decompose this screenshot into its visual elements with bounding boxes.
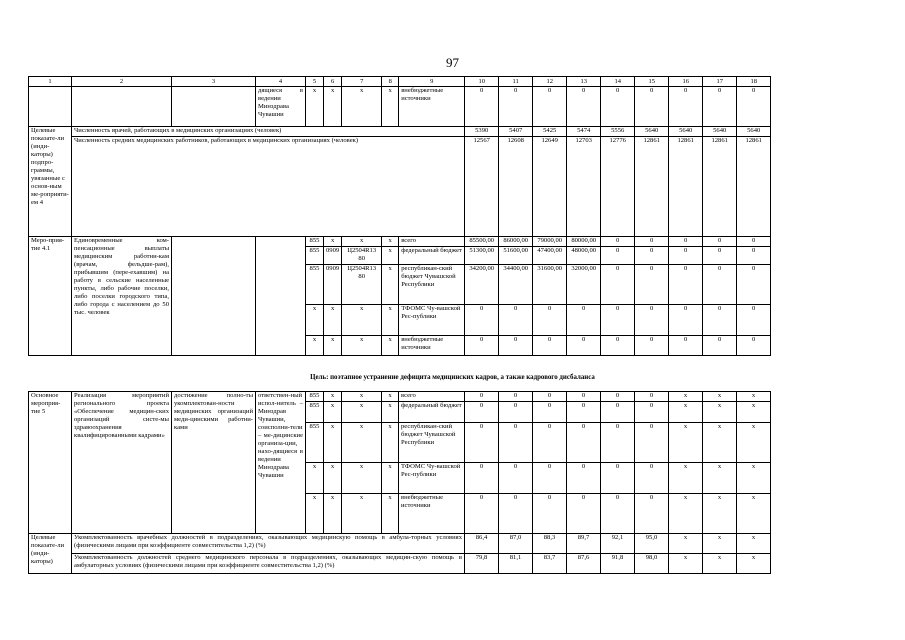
value-cell: 0 — [465, 494, 499, 534]
value-cell: x — [737, 554, 771, 574]
grbs-cell: x — [306, 87, 324, 127]
value-cell: 0 — [601, 336, 635, 356]
header-cell: 2 — [72, 77, 172, 87]
expense-group-cell: x — [382, 265, 399, 305]
value-cell: 12861 — [737, 137, 771, 237]
table-row — [29, 87, 771, 127]
value-cell: 0 — [601, 423, 635, 463]
target-article-cell: x — [342, 87, 382, 127]
grbs-cell: 855 — [306, 265, 324, 305]
grbs-cell: 855 — [306, 247, 324, 265]
value-cell: 0 — [635, 494, 669, 534]
value-cell: 92,1 — [601, 534, 635, 554]
value-cell: x — [669, 463, 703, 494]
section-cell: x — [324, 87, 342, 127]
value-cell: 89,7 — [567, 534, 601, 554]
value-cell: x — [737, 463, 771, 494]
value-cell: x — [737, 392, 771, 402]
value-cell: 0 — [567, 336, 601, 356]
value-cell: 0 — [601, 265, 635, 305]
value-cell: 0 — [601, 305, 635, 336]
value-cell: x — [669, 392, 703, 402]
value-cell: 0 — [635, 336, 669, 356]
section-cell: x — [324, 494, 342, 534]
target-article-cell: x — [342, 305, 382, 336]
value-cell: 0 — [703, 305, 737, 336]
value-cell: x — [669, 402, 703, 423]
value-cell: x — [703, 534, 737, 554]
funding-source-cell: всего — [399, 237, 465, 247]
value-cell: 5556 — [601, 127, 635, 137]
header-cell: 11 — [499, 77, 533, 87]
value-cell: 0 — [669, 336, 703, 356]
table-row — [29, 127, 771, 137]
expense-group-cell: x — [382, 336, 399, 356]
value-cell: 0 — [499, 402, 533, 423]
target-article-cell: x — [342, 402, 382, 423]
funding-source-cell: ТФОМС Чу-вашской Рес-публики — [399, 305, 465, 336]
responsible-cell: дящиеся в ведении Минздрава Чувашии — [256, 87, 306, 127]
value-cell: 0 — [635, 392, 669, 402]
value-cell: 0 — [533, 87, 567, 127]
value-cell: 0 — [635, 247, 669, 265]
value-cell: 0 — [635, 402, 669, 423]
value-cell: 51300,00 — [465, 247, 499, 265]
value-cell: 12861 — [669, 137, 703, 237]
value-cell: 0 — [533, 402, 567, 423]
header-cell: 8 — [382, 77, 399, 87]
value-cell: 34400,00 — [499, 265, 533, 305]
value-cell: 0 — [737, 265, 771, 305]
value-cell: 0 — [567, 402, 601, 423]
value-cell: 0 — [533, 463, 567, 494]
value-cell: 0 — [567, 87, 601, 127]
header-cell: 18 — [737, 77, 771, 87]
value-cell: x — [669, 494, 703, 534]
event-text: Единовременные ком-пенсационные выплаты медицинским работни-кам (врачам, фельдше-рам), прибывшим (пере-ехавшим) на работу в сельские населенные пункты, либо рабочие поселки, либо поселки городского типа, либо города с населением до 50 тыс. человек — [72, 237, 172, 356]
value-cell: 0 — [499, 336, 533, 356]
value-cell: 0 — [601, 87, 635, 127]
value-cell: 12703 — [567, 137, 601, 237]
target-article-cell: x — [342, 336, 382, 356]
value-cell: 0 — [567, 305, 601, 336]
value-cell: 0 — [669, 247, 703, 265]
section-cell: x — [324, 336, 342, 356]
expense-group-cell: x — [382, 237, 399, 247]
value-cell: 5474 — [567, 127, 601, 137]
grbs-cell: 855 — [306, 237, 324, 247]
value-cell: 12861 — [635, 137, 669, 237]
funding-source-cell: республикан-ский бюджет Чувашской Республики — [399, 423, 465, 463]
grbs-cell: x — [306, 336, 324, 356]
value-cell: x — [703, 463, 737, 494]
header-cell: 17 — [703, 77, 737, 87]
value-cell: 85500,00 — [465, 237, 499, 247]
value-cell: 0 — [635, 463, 669, 494]
main-event-goal: достижение полно-ты укомплектован-ности медицинских организаций меди-цинскими работни-ками — [172, 392, 256, 534]
value-cell: 0 — [669, 237, 703, 247]
value-cell: 5425 — [533, 127, 567, 137]
value-cell: 0 — [601, 463, 635, 494]
value-cell: 0 — [465, 402, 499, 423]
funding-source-cell: внебюджетные источники — [399, 87, 465, 127]
funding-source-cell: всего — [399, 392, 465, 402]
value-cell: 12776 — [601, 137, 635, 237]
value-cell: 79,8 — [465, 554, 499, 574]
value-cell: 79000,00 — [533, 237, 567, 247]
value-cell: 87,0 — [499, 534, 533, 554]
value-cell: 0 — [703, 265, 737, 305]
funding-source-cell: федеральный бюджет — [399, 402, 465, 423]
responsible-cell: ответствен-ный испол-нитель – Минздрав Чувашии, соисполни-тели – ме-дицинские организа-ции, нахо-дящиеся в ведении Минздрава Чувашии — [256, 392, 306, 534]
value-cell: 87,6 — [567, 554, 601, 574]
header-cell: 9 — [399, 77, 465, 87]
value-cell: 0 — [499, 305, 533, 336]
value-cell: 0 — [601, 247, 635, 265]
value-cell: 91,8 — [601, 554, 635, 574]
value-cell: 0 — [567, 423, 601, 463]
value-cell: 86,4 — [465, 534, 499, 554]
value-cell: 0 — [737, 247, 771, 265]
target-article-cell: x — [342, 463, 382, 494]
grbs-cell: x — [306, 305, 324, 336]
value-cell: 0 — [737, 305, 771, 336]
value-cell: 0 — [533, 494, 567, 534]
table-bottom — [28, 391, 771, 574]
value-cell: 0 — [465, 392, 499, 402]
value-cell: x — [737, 423, 771, 463]
value-cell: 0 — [499, 494, 533, 534]
table-row — [29, 237, 771, 247]
value-cell: 0 — [465, 463, 499, 494]
funding-source-cell: внебюджетные источники — [399, 336, 465, 356]
value-cell: 0 — [703, 87, 737, 127]
section-cell: 0909 — [324, 265, 342, 305]
value-cell: x — [669, 423, 703, 463]
value-cell: 5640 — [737, 127, 771, 137]
target-article-cell: x — [342, 494, 382, 534]
value-cell: 48000,00 — [567, 247, 601, 265]
main-event-name: Реализация мероприятий регионального проекта «Обеспечение медицин-ских организаций систе-мы здравоохранения квалифицированными кадрами» — [72, 392, 172, 534]
value-cell: 0 — [601, 402, 635, 423]
value-cell: 0 — [533, 392, 567, 402]
section-cell: 0909 — [324, 247, 342, 265]
value-cell: 0 — [465, 423, 499, 463]
main-event-label: Основное мероприя-тие 5 — [29, 392, 72, 534]
header-cell: 7 — [342, 77, 382, 87]
value-cell: 0 — [635, 265, 669, 305]
empty-cell — [172, 87, 256, 127]
value-cell: x — [737, 494, 771, 534]
indicator-text: Укомплектованность должностей среднего медицинского персонала в подразделениях, оказывающих медицин-скую помощь в амбулаторных условиях (физическими лицами при коэффициенте совместительства 1,2) (%) — [72, 554, 465, 574]
event-label: Меро-прия-тие 4.1 — [29, 237, 72, 356]
value-cell: 86000,00 — [499, 237, 533, 247]
value-cell: 0 — [465, 336, 499, 356]
value-cell: 0 — [601, 494, 635, 534]
target-article-cell: x — [342, 392, 382, 402]
expense-group-cell: x — [382, 463, 399, 494]
value-cell: 12861 — [703, 137, 737, 237]
value-cell: 5640 — [669, 127, 703, 137]
expense-group-cell: x — [382, 392, 399, 402]
value-cell: x — [703, 494, 737, 534]
section-cell: x — [324, 237, 342, 247]
value-cell: 34200,00 — [465, 265, 499, 305]
indicator-text: Численность врачей, работающих в медицинских организациях (человек) — [72, 127, 465, 137]
value-cell: x — [737, 402, 771, 423]
expense-group-cell: x — [382, 423, 399, 463]
header-cell: 6 — [324, 77, 342, 87]
empty-cell — [29, 87, 72, 127]
value-cell: 0 — [499, 423, 533, 463]
header-cell: 16 — [669, 77, 703, 87]
value-cell: x — [703, 402, 737, 423]
value-cell: 0 — [669, 305, 703, 336]
value-cell: 88,3 — [533, 534, 567, 554]
indicator-text: Укомплектованность врачебных должностей в подразделениях, оказывающих медицинскую помощь в амбула-торных условиях (физическими лицами при коэффициенте совместительства 1,2) (%) — [72, 534, 465, 554]
value-cell: 0 — [465, 87, 499, 127]
value-cell: 0 — [601, 237, 635, 247]
value-cell: 31600,00 — [533, 265, 567, 305]
expense-group-cell: x — [382, 494, 399, 534]
header-cell: 12 — [533, 77, 567, 87]
value-cell: 0 — [567, 494, 601, 534]
value-cell: 12567 — [465, 137, 499, 237]
value-cell: 0 — [737, 237, 771, 247]
header-row — [29, 77, 771, 87]
value-cell: 0 — [703, 336, 737, 356]
grbs-cell: 855 — [306, 392, 324, 402]
funding-source-cell: внебюджетные источники — [399, 494, 465, 534]
value-cell: 0 — [567, 463, 601, 494]
value-cell: 12608 — [499, 137, 533, 237]
grbs-cell: 855 — [306, 423, 324, 463]
value-cell: 0 — [703, 237, 737, 247]
section-cell: x — [324, 305, 342, 336]
value-cell: 83,7 — [533, 554, 567, 574]
goal-heading: Цель: поэтапное устранение дефицита медицинских кадров, а также кадрового дисбаланса — [310, 374, 595, 381]
section-cell: x — [324, 423, 342, 463]
indicator-label: Целевые показате-ли (инди-каторы) подпро-граммы, увязанные с основ-ным ме-роприяти-ем 4 — [29, 127, 72, 237]
empty-cell — [172, 237, 256, 356]
header-cell: 14 — [601, 77, 635, 87]
target-article-cell: x — [342, 237, 382, 247]
value-cell: 0 — [737, 336, 771, 356]
value-cell: 0 — [669, 265, 703, 305]
header-cell: 13 — [567, 77, 601, 87]
indicator-label: Целевые показате-ли (инди-каторы) — [29, 534, 72, 574]
table-row — [29, 554, 771, 574]
value-cell: 0 — [635, 237, 669, 247]
section-cell: x — [324, 402, 342, 423]
header-cell: 5 — [306, 77, 324, 87]
value-cell: 0 — [533, 423, 567, 463]
grbs-cell: x — [306, 494, 324, 534]
value-cell: 5390 — [465, 127, 499, 137]
value-cell: 0 — [465, 305, 499, 336]
value-cell: 5407 — [499, 127, 533, 137]
value-cell: 32000,00 — [567, 265, 601, 305]
empty-cell — [256, 237, 306, 356]
header-cell: 15 — [635, 77, 669, 87]
expense-group-cell: x — [382, 247, 399, 265]
header-cell: 3 — [172, 77, 256, 87]
table-top — [28, 76, 771, 356]
table-row — [29, 534, 771, 554]
value-cell: 98,0 — [635, 554, 669, 574]
target-article-cell: Ц2504R13 80 — [342, 247, 382, 265]
header-cell: 1 — [29, 77, 72, 87]
value-cell: x — [669, 554, 703, 574]
value-cell: 80000,00 — [567, 237, 601, 247]
funding-source-cell: ТФОМС Чу-вашской Рес-публики — [399, 463, 465, 494]
value-cell: 0 — [737, 87, 771, 127]
header-cell: 10 — [465, 77, 499, 87]
funding-source-cell: республикан-ский бюджет Чувашской Республики — [399, 265, 465, 305]
page-number: 97 — [446, 55, 459, 70]
target-article-cell: Ц2504R13 80 — [342, 265, 382, 305]
value-cell: 47400,00 — [533, 247, 567, 265]
expense-group-cell: x — [382, 402, 399, 423]
indicator-text: Численность средних медицинских работников, работающих в медицинских организациях (человек) — [72, 137, 465, 237]
value-cell: 0 — [533, 336, 567, 356]
value-cell: 0 — [635, 87, 669, 127]
value-cell: 5640 — [635, 127, 669, 137]
section-cell: x — [324, 392, 342, 402]
table-row — [29, 137, 771, 237]
value-cell: 0 — [499, 87, 533, 127]
value-cell: 5640 — [703, 127, 737, 137]
header-cell: 4 — [256, 77, 306, 87]
section-cell: x — [324, 463, 342, 494]
value-cell: x — [669, 534, 703, 554]
value-cell: 0 — [499, 392, 533, 402]
grbs-cell: x — [306, 463, 324, 494]
target-article-cell: x — [342, 423, 382, 463]
value-cell: 0 — [635, 305, 669, 336]
value-cell: 12649 — [533, 137, 567, 237]
value-cell: 0 — [533, 305, 567, 336]
value-cell: x — [703, 423, 737, 463]
value-cell: x — [737, 534, 771, 554]
funding-source-cell: федеральный бюджет — [399, 247, 465, 265]
empty-cell — [72, 87, 172, 127]
value-cell: 51600,00 — [499, 247, 533, 265]
value-cell: 81,1 — [499, 554, 533, 574]
expense-group-cell: x — [382, 87, 399, 127]
grbs-cell: 855 — [306, 402, 324, 423]
table-row — [29, 392, 771, 402]
value-cell: x — [703, 554, 737, 574]
value-cell: 0 — [703, 247, 737, 265]
value-cell: x — [703, 392, 737, 402]
value-cell: 0 — [499, 463, 533, 494]
value-cell: 95,0 — [635, 534, 669, 554]
expense-group-cell: x — [382, 305, 399, 336]
value-cell: 0 — [635, 423, 669, 463]
value-cell: 0 — [669, 87, 703, 127]
value-cell: 0 — [567, 392, 601, 402]
value-cell: 0 — [601, 392, 635, 402]
